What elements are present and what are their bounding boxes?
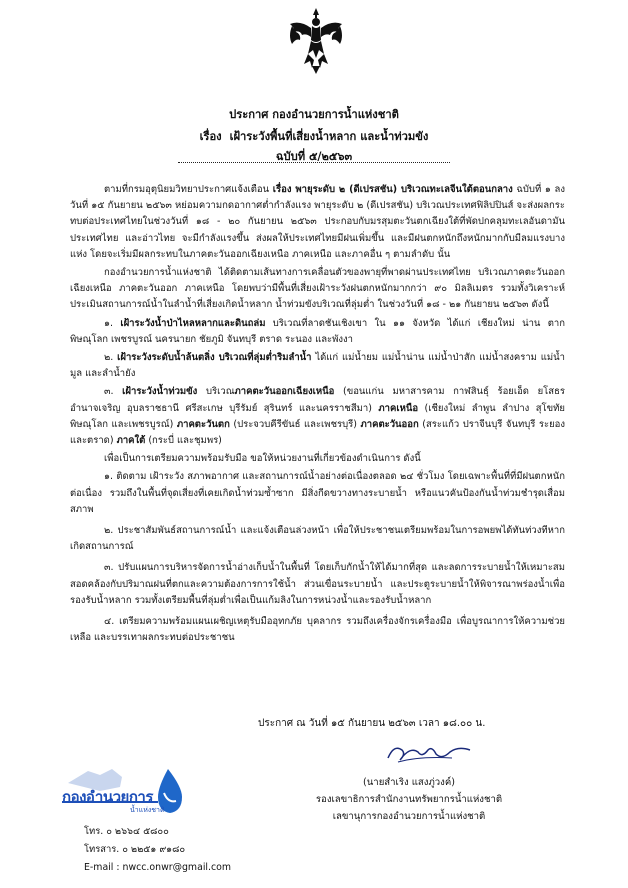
issue-number: ฉบับที่ ๕/๒๕๖๓ — [275, 150, 353, 163]
subject-line — [0, 127, 628, 145]
item-3-bold: เฝ้าระวังน้ำท่วมขัง — [122, 386, 198, 398]
item-2-text: ได้แก่ แม่น้ำยม แม่น้ำน่าน แม่น้ำป่าสัก แม่น้ำสงคราม แม่น้ำมูล และลำน้ำยัง — [70, 352, 565, 380]
action-4: ๔. เตรียมความพร้อมแผนเผชิญเหตุรับมืออุทกภัย บุคลากร รวมถึงเครื่องจักรเครื่องมือ เพื่อบูรณาการให้ความช่วยเหลือ และบรรเทาผลกระทบต่อประชาชน — [70, 616, 565, 644]
item-3-text-1: บริเวณ — [197, 386, 235, 398]
garuda-emblem-icon — [286, 6, 346, 76]
subject-text: เฝ้าระวังพื้นที่เสี่ยงน้ำหลาก และน้ำท่วมขัง — [229, 130, 429, 143]
action-1: ๑. ติดตาม เฝ้าระวัง สภาพอากาศ และสถานการณ์น้ำอย่างต่อเนื่องตลอด ๒๔ ชั่วโมง โดยเฉพาะพื้นที่ที่มีฝนตกหนักต่อเนื่อง รวมถึงในพื้นที่จุดเสี่ยงที่เคยเกิดน้ำท่วมซ้ำซาก มีสิ่งกีดขวางทางระบายน้ำ หรือแนวคันป้องกันน้ำท่วมชำรุดเสื่อมสภาพ — [70, 471, 565, 515]
handwritten-signature — [380, 736, 480, 768]
item-1 — [70, 316, 565, 348]
logo-subtext: น้ำแห่งชาติ — [130, 806, 165, 814]
region-west: ภาคตะวันตก — [176, 418, 230, 430]
signatory-title-2: เลขานุการกองอำนวยการน้ำแห่งชาติ — [332, 811, 486, 822]
item-1-text: บริเวณที่ลาดชันเชิงเขา ใน ๑๑ จังหวัด ได้แก่ เชียงใหม่ น่าน ตาก พิษณุโลก เพชรบูรณ์ นครนายก ชัยภูมิ จันทบุรี ตราด ระนอง และพังงา — [70, 317, 565, 345]
paragraph-2: กองอำนวยการน้ำแห่งชาติ ได้ติดตามเส้นทางการเคลื่อนตัวของพายุที่พาดผ่านประเทศไทย บริเวณภาคตะวันออกเฉียงเหนือ ภาคตะวันออก ภาคเหนือ โดยพบว่ามีพื้นที่เสี่ยงเฝ้าระวังฝนตกหนักมากกว่า ๙๐ มิลลิเมตร รวมทั้งวิเคราะห์ ประเมินสถานการณ์น้ำในลำน้ำที่เสี่ยงเกิดน้ำหลาก น้ำท่วมขังบริเวณที่ลุ่มต่ำ ในช่วงวันที่ ๑๘ - ๒๑ กันยายน ๒๕๖๓ ดังนี้ — [70, 267, 565, 311]
paragraph-1 — [70, 182, 565, 263]
item-2-bold: เฝ้าระวังระดับน้ำล้นตลิ่ง บริเวณที่ลุ่มต่ำริมลำน้ำ — [117, 352, 312, 364]
contact-fax: โทรสาร. ๐ ๒๒๕๑ ๙๑๘๐ — [84, 844, 186, 855]
item-3-text-5: (สระแก้ว ปราจีนบุรี จันทบุรี ระยอง และตราด) — [70, 418, 565, 447]
announcement-title: ประกาศ กองอำนวยการน้ำแห่งชาติ — [229, 108, 399, 121]
signatory-name: (นายสำเริง แสงภู่วงค์) — [363, 777, 455, 788]
p1-intro: ตามที่กรมอุตุนิยมวิทยาประกาศแจ้งเตือน — [104, 184, 273, 195]
item-3-text-4: (ประจวบคีรีขันธ์ และเพชรบุรี) — [229, 418, 361, 430]
item-3-text-2: (ขอนแก่น มหาสารคาม กาฬสินธุ์ ร้อยเอ็ด ยโสธร อำนาจเจริญ อุบลราชธานี ศรีสะเกษ บุรีรัมย์ สุรินทร์ และนครราชสีมา) — [70, 386, 565, 414]
item-3-text-6: (กระบี่ และชุมพร) — [145, 435, 222, 447]
header-divider — [178, 162, 450, 163]
region-north: ภาคเหนือ — [378, 402, 419, 414]
paragraph-actions-intro: เพื่อเป็นการเตรียมความพร้อมรับมือ ขอให้หน่วยงานที่เกี่ยวข้องดำเนินการ ดังนี้ — [104, 453, 421, 465]
p1-bold: เรื่อง พายุระดับ ๒ (ดีเปรสชัน) บริเวณทะเลจีนใต้ตอนกลาง — [272, 184, 513, 195]
item-1-bold: เฝ้าระวังน้ำป่าไหลหลากและดินถล่ม — [120, 317, 266, 329]
region-south: ภาคใต้ — [116, 435, 146, 447]
item-2-num: ๒. — [104, 352, 118, 364]
contact-email: E-mail : nwcc.onwr@gmail.com — [84, 862, 232, 873]
nwcc-logo — [60, 763, 202, 821]
item-3 — [70, 384, 565, 449]
item-3-num: ๓. — [104, 386, 123, 398]
item-3-text-3: (เชียงใหม่ ลำพูน ลำปาง สุโขทัย พิษณุโลก และเพชรบูรณ์) — [70, 402, 565, 430]
action-2: ๒. ประชาสัมพันธ์สถานการณ์น้ำ และแจ้งเตือนล่วงหน้า เพื่อให้ประชาชนเตรียมพร้อมในการอพยพได้ทันท่วงทีหากเกิดสถานการณ์ — [70, 525, 565, 553]
signatory-title-1: รองเลขาธิการสำนักงานทรัพยากรน้ำแห่งชาติ — [315, 794, 503, 805]
announcement-dateline: ประกาศ ณ วันที่ ๑๕ กันยายน ๒๕๖๓ เวลา ๑๘.๐๐ น. — [258, 718, 486, 729]
action-3: ๓. ปรับแผนการบริหารจัดการน้ำอ่างเก็บน้ำในพื้นที่ โดยเก็บกักน้ำให้ได้มากที่สุด และลดการระบายน้ำให้เหมาะสมสอดคล้องกับปริมาณฝนที่ตกและความต้องการการใช้น้ำ ส่วนเขื่อนระบายน้ำ และประตูระบายน้ำให้พิจารณาพร่องน้ำเพื่อรองรับน้ำหลาก รวมทั้งเตรียมพื้นที่ลุ่มต่ำเพื่อเป็นแก้มลิงในการหน่วงน้ำและรองรับน้ำหลาก — [70, 562, 565, 606]
logo-text: กองอำนวยการ — [62, 788, 153, 806]
region-east: ภาคตะวันออก — [360, 418, 419, 430]
subject-label: เรื่อง — [199, 130, 222, 143]
p1-text: ฉบับที่ ๑ ลงวันที่ ๑๕ กันยายน ๒๕๖๓ หย่อมความกดอากาศต่ำกำลังแรง พายุระดับ ๒ (ดีเปรสชัน) บริเวณประเทศฟิลิปปินส์ จะส่งผลกระทบต่อประเทศไทยในช่วงวันที่ ๑๘ - ๒๐ กันยายน ๒๕๖๓ ประกอบกับมรสุมตะวันตกเฉียงใต้ที่พัดปกคลุมทะเลอันดามัน ประเทศไทย และอ่าวไทย จะมีกำลังแรงขึ้น ส่งผลให้ประเทศไทยมีฝนเพิ่มขึ้น และมีฝนตกหนักถึงหนักมากกับมีลมแรงบางแห่ง โดยจะเริ่มมีผลกระทบในภาคตะวันออกเฉียงเหนือ ภาคเหนือ และภาคอื่น ๆ ตามลำดับ นั้น — [70, 184, 565, 260]
item-1-num: ๑. — [104, 317, 121, 329]
region-northeast: ภาคตะวันออกเฉียงเหนือ — [234, 386, 335, 398]
announcement-body — [70, 182, 565, 646]
item-2 — [70, 350, 565, 382]
contact-phone: โทร. ๐ ๒๖๖๔ ๕๘๐๐ — [84, 826, 169, 837]
